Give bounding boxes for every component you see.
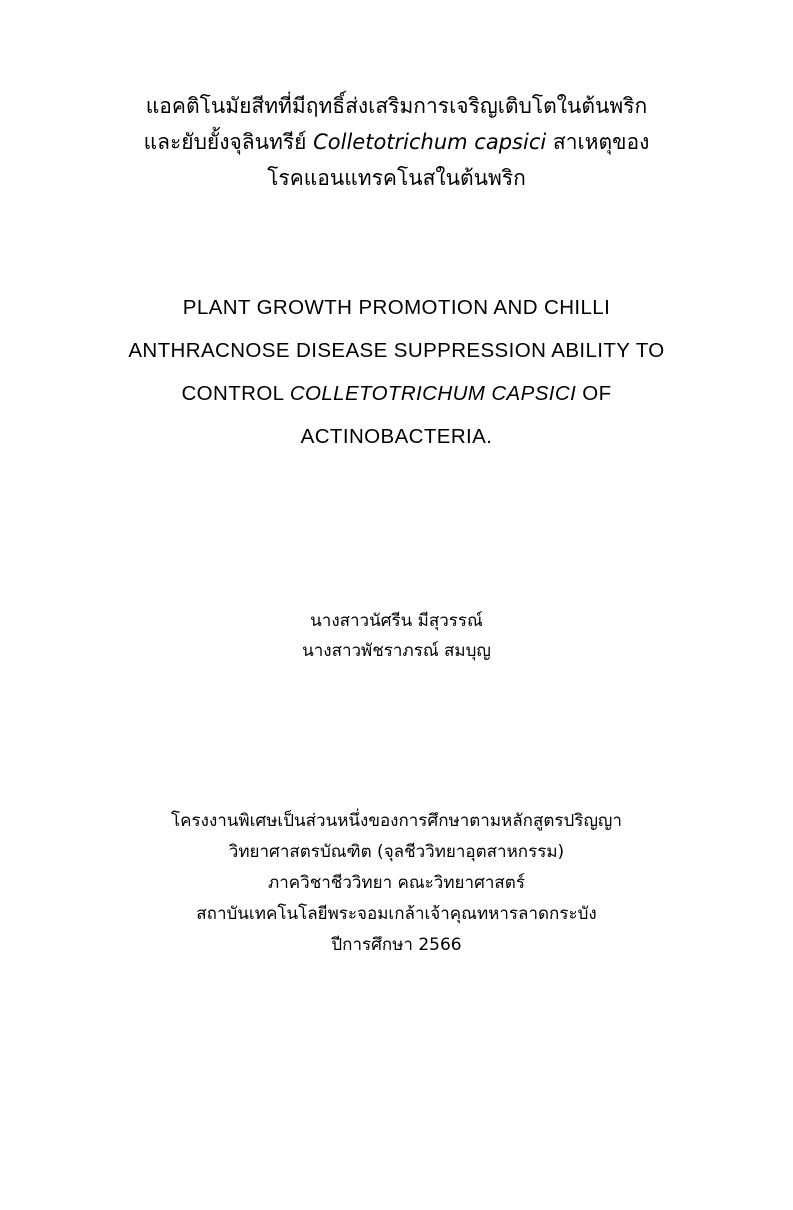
- english-title-line-1: PLANT GROWTH PROMOTION AND CHILLI: [182, 296, 611, 319]
- institution-block: [70, 806, 723, 961]
- english-title-line-4: ACTINOBACTERIA.: [300, 425, 493, 448]
- institute-line: สถาบันเทคโนโลยีพระจอมเกล้าเจ้าคุณทหารลาดกระบัง: [196, 904, 597, 924]
- english-title-line-3: [70, 372, 723, 415]
- cover-page: [0, 88, 793, 1210]
- author-name-2: นางสาวพัชราภรณ์ สมบุญ: [302, 641, 491, 661]
- academic-year-line: ปีการศึกษา 2566: [331, 935, 462, 955]
- thai-title-line-2-post: สาเหตุของ: [546, 130, 650, 154]
- thai-title-species-name: Colletotrichum capsici: [313, 130, 547, 154]
- english-title-species-name: COLLETOTRICHUM CAPSICI: [289, 382, 577, 405]
- author-name-1: นางสาวนัศรีน มีสุวรรณ์: [310, 611, 483, 631]
- english-title: [70, 286, 723, 458]
- thai-title-line-2-pre: และยับยั้งจุลินทรีย์: [143, 130, 314, 154]
- thai-title-line-2: [70, 124, 723, 160]
- english-title-line-2: ANTHRACNOSE DISEASE SUPPRESSION ABILITY TO: [128, 339, 665, 362]
- author-list: [70, 606, 723, 666]
- department-line: ภาควิชาชีววิทยา คณะวิทยาศาสตร์: [268, 873, 525, 893]
- english-title-line-3-post: OF: [576, 382, 612, 405]
- thai-title-line-3: โรคแอนแทรคโนสในต้นพริก: [267, 166, 526, 190]
- degree-statement-line-1: โครงงานพิเศษเป็นส่วนหนึ่งของการศึกษาตามหลักสูตรปริญญา: [171, 811, 622, 831]
- thai-title-line-1: แอคติโนมัยสีทที่มีฤทธิ์ส่งเสริมการเจริญเติบโตในต้นพริก: [145, 94, 648, 118]
- thai-title: [70, 88, 723, 196]
- degree-statement-line-2: วิทยาศาสตรบัณฑิต (จุลชีววิทยาอุตสาหกรรม): [228, 842, 565, 862]
- english-title-line-3-pre: CONTROL: [181, 382, 290, 405]
